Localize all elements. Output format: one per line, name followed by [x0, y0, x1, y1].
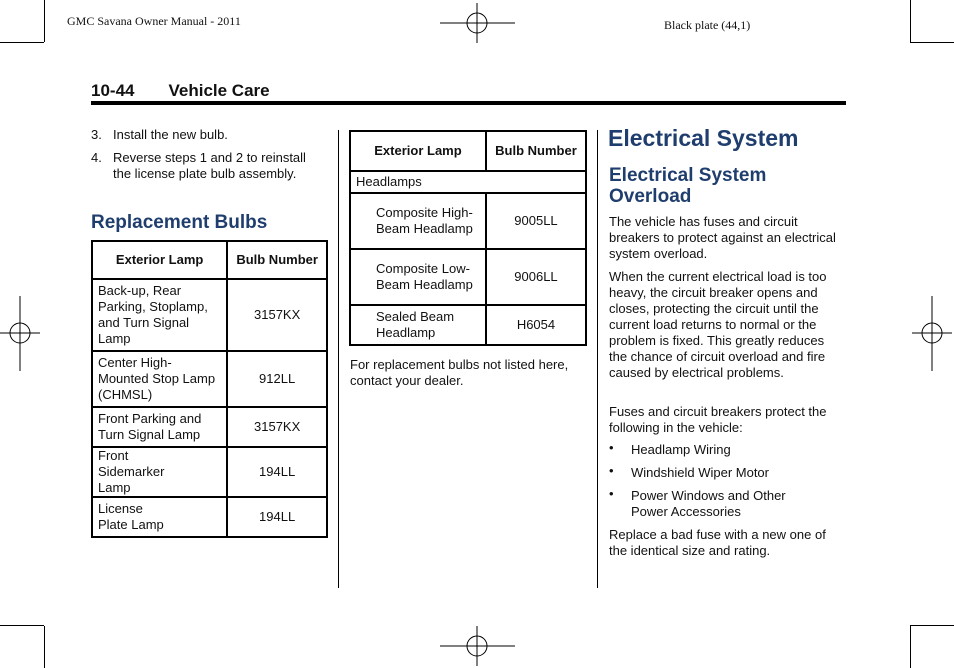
crop-mark — [44, 626, 45, 668]
manual-title: GMC Savana Owner Manual - 2011 — [67, 14, 241, 28]
crop-mark — [0, 42, 44, 43]
step-item: 4. Reverse steps 1 and 2 to reinstall the license plate bulb assembly. — [91, 150, 306, 181]
table-row: Front Parking and Turn Signal Lamp 3157KX — [92, 407, 327, 447]
headlamp-bulbs-table — [349, 130, 587, 346]
column-divider — [597, 130, 598, 588]
table-row: Composite Low-Beam Headlamp 9006LL — [350, 249, 586, 305]
bullet-icon: • — [609, 463, 614, 478]
list-item: • Windshield Wiper Motor — [609, 463, 769, 480]
replacement-bulbs-heading: Replacement Bulbs — [91, 212, 268, 233]
table-row: Center High-Mounted Stop Lamp (CHMSL) 912LL — [92, 351, 327, 407]
column-divider — [338, 130, 339, 588]
table-row: Back-up, Rear Parking, Stoplamp, and Turn Signal Lamp 3157KX — [92, 279, 327, 351]
registration-mark-icon — [440, 626, 515, 666]
section-header — [91, 81, 270, 101]
registration-mark-icon — [912, 296, 952, 371]
bullet-icon: • — [609, 440, 614, 455]
list-item: • Headlamp Wiring — [609, 440, 731, 457]
paragraph: When the current electrical load is too heavy, the circuit breaker opens and closes, protecting the circuit until the current load returns to normal or the problem is fixed. This greatly reduces the chance of circuit overload and fire caused by electrical problems. — [609, 269, 827, 380]
replacement-bulbs-table — [91, 240, 328, 538]
paragraph: Replace a bad fuse with a new one of the identical size and rating. — [609, 527, 826, 558]
crop-mark — [910, 0, 911, 42]
crop-mark — [0, 625, 44, 626]
bullet-icon: • — [609, 486, 614, 501]
electrical-overload-heading: Electrical System Overload — [609, 165, 767, 207]
registration-mark-icon — [440, 3, 515, 43]
crop-mark — [910, 625, 954, 626]
crop-mark — [44, 0, 45, 42]
paragraph: The vehicle has fuses and circuit breakers to protect against an electrical system overload. — [609, 214, 836, 261]
plate-label: Black plate (44,1) — [664, 18, 751, 32]
crop-mark — [910, 626, 911, 668]
electrical-system-title: Electrical System — [608, 125, 799, 151]
list-item: • Power Windows and Other Power Accessories — [609, 486, 786, 519]
column-header: Bulb Number — [227, 241, 327, 279]
header-rule — [91, 101, 846, 105]
column-header: Exterior Lamp — [350, 131, 486, 171]
column-header: Bulb Number — [486, 131, 586, 171]
step-item: 3. Install the new bulb. — [91, 127, 228, 142]
crop-mark — [910, 42, 954, 43]
table-row: Sealed Beam Headlamp H6054 — [350, 305, 586, 345]
column-header: Exterior Lamp — [92, 241, 227, 279]
table-row: License Plate Lamp 194LL — [92, 497, 327, 537]
table-row: Front Sidemarker Lamp 194LL — [92, 447, 327, 497]
table-row: Composite High-Beam Headlamp 9005LL — [350, 193, 586, 249]
paragraph: Fuses and circuit breakers protect the following in the vehicle: — [609, 404, 827, 435]
replacement-note: For replacement bulbs not listed here, contact your dealer. — [350, 357, 569, 388]
page-number: 10-44 — [91, 81, 135, 100]
registration-mark-icon — [0, 296, 40, 371]
section-title: Vehicle Care — [168, 81, 270, 100]
table-group-row: Headlamps — [350, 171, 586, 193]
